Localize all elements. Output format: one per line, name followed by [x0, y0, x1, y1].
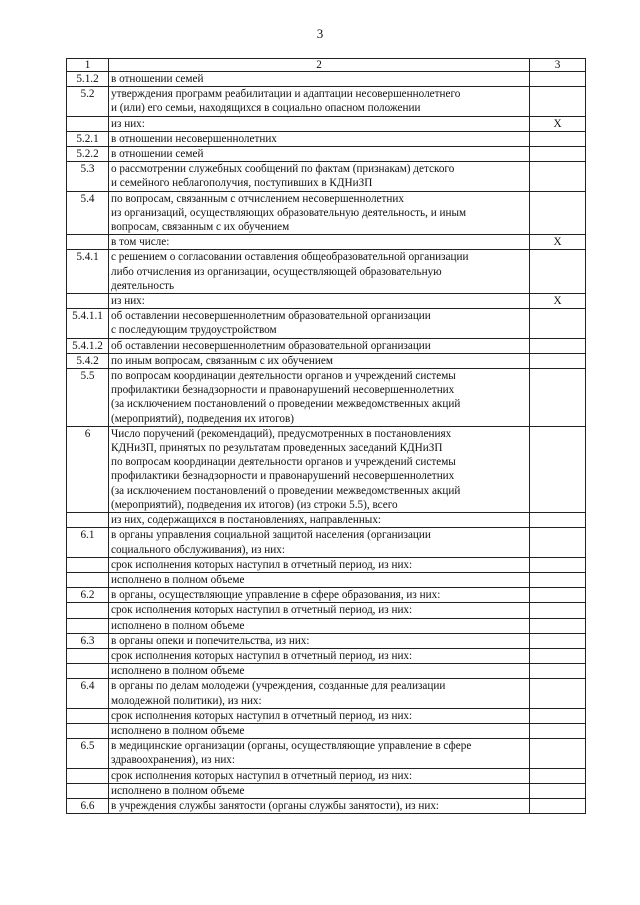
table-row [67, 588, 586, 603]
row-mark [530, 588, 586, 603]
row-text-line: профилактики безнадзорности и правонарушений несовершеннолетних [111, 384, 455, 397]
row-number: 6 [67, 426, 109, 512]
row-mark: X [530, 116, 586, 131]
row-text [109, 72, 530, 87]
row-mark [530, 353, 586, 368]
table-row [67, 557, 586, 572]
table-row [67, 783, 586, 798]
row-text-line: исполнено в полном объеме [111, 724, 245, 737]
row-mark [530, 426, 586, 512]
row-number: 5.4.2 [67, 353, 109, 368]
row-number: 6.3 [67, 633, 109, 648]
row-text-line: в органы, осуществляющие управление в сфере образования, из них: [111, 589, 441, 602]
row-text-line: здравоохранения), из них: [111, 754, 236, 767]
table-row [67, 162, 586, 191]
row-number [67, 648, 109, 663]
row-mark [530, 664, 586, 679]
row-number [67, 235, 109, 250]
table-row [67, 768, 586, 783]
row-text [109, 250, 530, 294]
row-mark [530, 557, 586, 572]
row-mark [530, 87, 586, 116]
page-number: 3 [316, 26, 324, 41]
row-text-line: по вопросам координации деятельности органов и учреждений системы [111, 456, 456, 469]
row-text-line: и (или) его семьи, находящихся в социально опасном положении [111, 102, 421, 115]
row-number: 5.2 [67, 87, 109, 116]
row-text-line: в учреждения службы занятости (органы службы занятости), из них: [111, 799, 440, 812]
row-number [67, 708, 109, 723]
table-row [67, 353, 586, 368]
table-row [67, 739, 586, 768]
row-text [109, 679, 530, 708]
row-number: 5.2.1 [67, 131, 109, 146]
row-text [109, 528, 530, 557]
row-mark: X [530, 294, 586, 309]
table-row [67, 369, 586, 427]
row-text [109, 353, 530, 368]
row-number: 5.3 [67, 162, 109, 191]
row-number [67, 572, 109, 587]
row-mark [530, 131, 586, 146]
row-text [109, 798, 530, 813]
row-text-line: в органы опеки и попечительства, из них: [111, 634, 310, 647]
row-number: 5.4 [67, 191, 109, 235]
row-text-line: по иным вопросам, связанным с их обучением [111, 354, 333, 367]
table-row [67, 679, 586, 708]
row-text [109, 235, 530, 250]
row-number [67, 768, 109, 783]
row-text-line: КДНиЗП, принятых по результатам проведенных заседаний КДНиЗП [111, 442, 443, 455]
row-text-line: исполнено в полном объеме [111, 573, 245, 586]
row-text [109, 513, 530, 528]
row-text-line: в отношении семей [111, 148, 204, 161]
row-number [67, 664, 109, 679]
row-text [109, 723, 530, 738]
row-mark [530, 162, 586, 191]
row-text-line: (мероприятий), подведения их итогов) [111, 412, 295, 425]
row-number [67, 783, 109, 798]
row-text-line: об оставлении несовершеннолетним образовательной организации [111, 310, 431, 323]
table-row [67, 309, 586, 338]
table-header-row [67, 59, 586, 72]
row-mark [530, 618, 586, 633]
row-mark [530, 723, 586, 738]
table-row [67, 618, 586, 633]
table-row [67, 664, 586, 679]
table-row [67, 798, 586, 813]
row-text-line: деятельность [111, 279, 175, 292]
row-number [67, 513, 109, 528]
row-text-line: из них, содержащихся в постановлениях, направленных: [111, 514, 382, 527]
table-row [67, 572, 586, 587]
row-number: 6.6 [67, 798, 109, 813]
row-number [67, 603, 109, 618]
row-mark [530, 309, 586, 338]
column-header-3: 3 [530, 59, 586, 72]
row-text-line: об оставлении несовершеннолетним образовательной организации [111, 339, 431, 352]
row-text [109, 116, 530, 131]
row-text-line: социального обслуживания), из них: [111, 543, 285, 556]
row-mark [530, 708, 586, 723]
row-mark [530, 250, 586, 294]
table-row [67, 528, 586, 557]
row-text [109, 147, 530, 162]
row-number: 6.5 [67, 739, 109, 768]
row-number: 6.4 [67, 679, 109, 708]
row-number: 5.5 [67, 369, 109, 427]
table-row [67, 648, 586, 663]
row-text-line: срок исполнения которых наступил в отчетный период, из них: [111, 709, 413, 722]
row-mark [530, 633, 586, 648]
table-row [67, 191, 586, 235]
row-text [109, 708, 530, 723]
row-text-line: молодежной политики), из них: [111, 694, 262, 707]
row-text [109, 309, 530, 338]
row-text-line: о рассмотрении служебных сообщений по фактам (признакам) детского [111, 163, 455, 176]
table-row [67, 513, 586, 528]
row-number [67, 294, 109, 309]
row-text-line: в отношении семей [111, 73, 204, 85]
row-text-line: либо отчисления из организации, осуществляющей образовательную [111, 265, 442, 278]
table-row [67, 131, 586, 146]
row-mark [530, 798, 586, 813]
row-number [67, 618, 109, 633]
row-text [109, 618, 530, 633]
row-number: 6.2 [67, 588, 109, 603]
row-text [109, 633, 530, 648]
row-mark [530, 72, 586, 87]
row-text [109, 768, 530, 783]
row-text-line: срок исполнения которых наступил в отчетный период, из них: [111, 558, 413, 571]
row-text-line: (за исключением постановлений о проведении межведомственных акций [111, 484, 461, 497]
row-text-line: Число поручений (рекомендаций), предусмотренных в постановлениях [111, 427, 452, 440]
row-mark [530, 739, 586, 768]
table-row [67, 116, 586, 131]
row-text-line: в органы по делам молодежи (учреждения, созданные для реализации [111, 680, 446, 693]
row-text-line: из них: [111, 117, 145, 130]
row-mark [530, 513, 586, 528]
row-mark [530, 338, 586, 353]
row-text [109, 87, 530, 116]
row-mark [530, 528, 586, 557]
row-text [109, 648, 530, 663]
table-row [67, 294, 586, 309]
table-row [67, 87, 586, 116]
row-mark: X [530, 235, 586, 250]
row-mark [530, 648, 586, 663]
row-mark [530, 191, 586, 235]
row-text-line: в том числе: [111, 236, 170, 249]
row-text-line: из организаций, осуществляющих образовательную деятельность, и иным [111, 206, 467, 219]
row-text-line: срок исполнения которых наступил в отчетный период, из них: [111, 769, 413, 782]
row-mark [530, 147, 586, 162]
table-row [67, 603, 586, 618]
row-text [109, 162, 530, 191]
row-text [109, 369, 530, 427]
row-text [109, 426, 530, 512]
table-row [67, 708, 586, 723]
row-text [109, 131, 530, 146]
table-body [67, 72, 586, 814]
row-mark [530, 783, 586, 798]
row-text [109, 603, 530, 618]
row-number [67, 723, 109, 738]
row-text-line: и семейного неблагополучия, поступивших в КДНиЗП [111, 177, 373, 190]
row-text-line: исполнено в полном объеме [111, 784, 245, 797]
row-text [109, 783, 530, 798]
row-text-line: исполнено в полном объеме [111, 619, 245, 632]
row-number: 5.4.1.1 [67, 309, 109, 338]
row-text [109, 294, 530, 309]
row-text-line: в отношении несовершеннолетних [111, 132, 277, 145]
row-mark [530, 603, 586, 618]
row-mark [530, 572, 586, 587]
row-mark [530, 679, 586, 708]
row-text-line: (за исключением постановлений о проведении межведомственных акций [111, 398, 461, 411]
table-row [67, 250, 586, 294]
row-number [67, 557, 109, 572]
row-text-line: профилактики безнадзорности и правонарушений несовершеннолетних [111, 470, 455, 483]
row-text-line: (мероприятий), подведения их итогов) (из строки 5.5), всего [111, 498, 398, 511]
column-header-1: 1 [67, 59, 109, 72]
row-number: 5.4.1.2 [67, 338, 109, 353]
row-number: 5.4.1 [67, 250, 109, 294]
table-row [67, 426, 586, 512]
row-number: 6.1 [67, 528, 109, 557]
row-text [109, 191, 530, 235]
row-text-line: в органы управления социальной защитой населения (организации [111, 529, 431, 542]
table-row [67, 338, 586, 353]
row-text-line: в медицинские организации (органы, осуществляющие управление в сфере [111, 740, 472, 753]
row-text [109, 557, 530, 572]
row-text-line: по вопросам, связанным с отчислением несовершеннолетних [111, 192, 404, 205]
row-text [109, 664, 530, 679]
row-text-line: утверждения программ реабилитации и адаптации несовершеннолетнего [111, 88, 461, 101]
report-table [66, 58, 586, 814]
row-text-line: из них: [111, 295, 145, 308]
table-row [67, 72, 586, 87]
row-text-line: с последующим трудоустройством [111, 324, 277, 337]
row-number [67, 116, 109, 131]
row-mark [530, 768, 586, 783]
table-row [67, 723, 586, 738]
table-row [67, 235, 586, 250]
row-text [109, 572, 530, 587]
row-text [109, 338, 530, 353]
table-row [67, 633, 586, 648]
row-number: 5.2.2 [67, 147, 109, 162]
row-text-line: исполнено в полном объеме [111, 665, 245, 678]
row-number: 5.1.2 [67, 72, 109, 87]
row-text-line: срок исполнения которых наступил в отчетный период, из них: [111, 604, 413, 617]
row-text-line: срок исполнения которых наступил в отчетный период, из них: [111, 649, 413, 662]
row-text-line: по вопросам координации деятельности органов и учреждений системы [111, 370, 456, 383]
row-mark [530, 369, 586, 427]
row-text [109, 739, 530, 768]
table-row [67, 147, 586, 162]
row-text [109, 588, 530, 603]
row-text-line: с решением о согласовании оставления общеобразовательной организации [111, 251, 469, 264]
column-header-2: 2 [109, 59, 530, 72]
row-text-line: вопросам, связанным с их обучением [111, 221, 290, 234]
